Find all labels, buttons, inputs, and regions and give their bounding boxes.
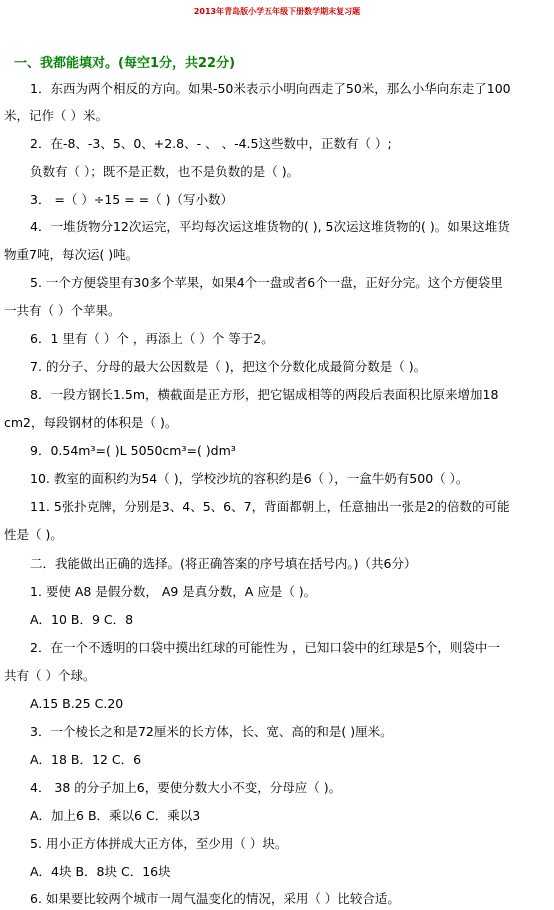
page-title: 2013年青岛版小学五年级下册数学期末复习题	[193, 7, 361, 16]
question-line: 4．一堆货物分12次运完，平均每次运这堆货物的( ), 5次运这堆货物的( )。如果这堆货	[30, 219, 510, 234]
question-line: 7. 的分子、分母的最大公因数是（ )，把这个分数化成最简分数是（ )。	[30, 359, 427, 374]
question-line: 1. 要使 A8 是假分数， A9 是真分数，A 应是（ )。	[30, 584, 317, 599]
question-line: 9．0.54m³=( )L 5050cm³=( )dm³	[30, 443, 236, 458]
answer-options: A．10 B．9 C．8	[30, 612, 134, 627]
question-line: 物重7吨，每次运( )吨。	[4, 247, 139, 262]
question-line: 5. 用小正方体拼成大正方体，至少用（ ）块。	[30, 836, 288, 851]
question-line: 6．1 里有（ ）个 ，再添上（ ）个 等于2。	[30, 331, 274, 346]
section-heading-choice: 二．我能做出正确的选择。(将正确答案的序号填在括号内。)（共6分）	[30, 556, 417, 571]
question-line: 一共有（ ）个苹果。	[4, 303, 121, 318]
question-line: 性是（ )。	[4, 527, 63, 542]
question-line: 10. 教室的面积约为54（ )，学校沙坑的容积约是6（ ），一盒牛奶有500（ ）。	[30, 471, 469, 486]
answer-options: A．18 B．12 C．6	[30, 752, 142, 767]
question-line: 共有（ ）个球。	[4, 668, 96, 683]
question-line: 5. 一个方便袋里有30多个苹果，如果4个一盘或者6个一盘，正好分完。这个方便袋里	[30, 275, 503, 290]
answer-options: A．4块 B．8块 C．16块	[30, 864, 171, 879]
question-line: 2．在-8、-3、5、0、+2.8、- 、 、-4.5这些数中，正数有（ ）;	[30, 136, 392, 151]
question-line: 6. 如果要比较两个城市一周气温变化的情况，采用（ ）比较合适。	[30, 891, 400, 906]
question-line: 3．一个棱长之和是72厘米的长方体，长、宽、高的和是( )厘米。	[30, 724, 393, 739]
question-line: 米，记作（ ）米。	[4, 108, 108, 123]
question-line: cm2，每段钢材的体积是（ )。	[4, 415, 178, 430]
question-line: 11. 5张扑克牌，分别是3、4、5、6、7，背面都朝上，任意抽出一张是2的倍数的可能	[30, 499, 510, 514]
question-line: 负数有（ ）；既不是正数，也不是负数的是（ )。	[30, 164, 300, 179]
question-line: 2．在一个不透明的口袋中摸出红球的可能性为 ，已知口袋中的红球是5个，则袋中一	[30, 640, 500, 655]
answer-options: A．加上6 B．乘以6 C．乘以3	[30, 808, 201, 823]
question-line: 4． 38 的分子加上6，要使分数大小不变，分母应（ )。	[30, 780, 342, 795]
question-line: 3． =（ ）÷15 = =（ )（写小数）	[30, 192, 233, 207]
question-line: 1．东西为两个相反的方向。如果-50米表示小明向西走了50米，那么小华向东走了100	[30, 81, 511, 96]
answer-options: A.15 B.25 C.20	[30, 696, 124, 711]
section-heading-fill-blanks: 一、我都能填对。(每空1分，共22分)	[14, 56, 236, 71]
question-line: 8．一段方钢长1.5m，横截面是正方形，把它锯成相等的两段后表面积比原来增加18	[30, 387, 499, 402]
